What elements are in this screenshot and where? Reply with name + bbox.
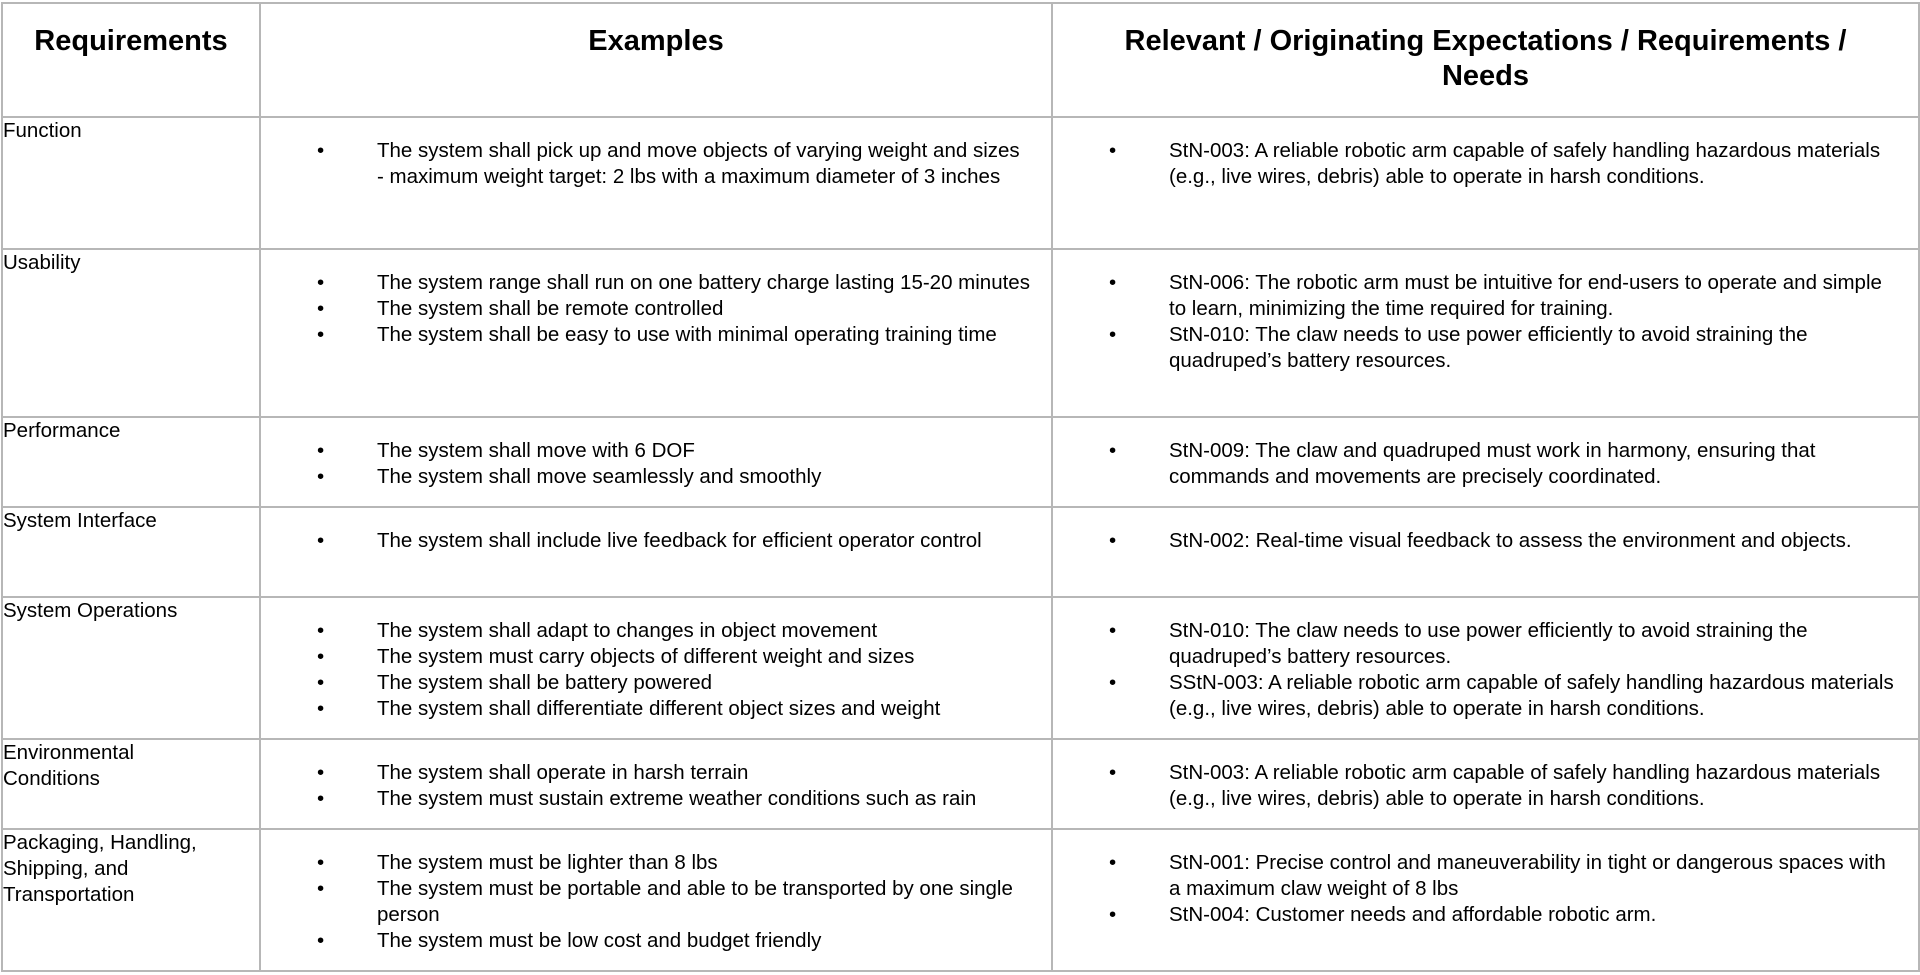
- list-item: • The system range shall run on one battery charge lasting 15-20 minutes: [261, 270, 1031, 296]
- table-row: [2, 829, 1919, 971]
- requirement-cell: Function: [2, 117, 260, 249]
- examples-cell: [260, 829, 1052, 971]
- list-item: • StN-003: A reliable robotic arm capable of safely handling hazardous materials (e.g., live wires, debris) able to operate in harsh conditions.: [1053, 760, 1898, 812]
- header-requirements: Requirements: [2, 3, 260, 117]
- list-item: • StN-003: A reliable robotic arm capable of safely handling hazardous materials (e.g., live wires, debris) able to operate in harsh conditions.: [1053, 138, 1898, 190]
- list-item: • StN-009: The claw and quadruped must work in harmony, ensuring that commands and movements are precisely coordinated.: [1053, 438, 1898, 490]
- list-item: • The system shall adapt to changes in object movement: [261, 618, 1031, 644]
- list-item: • The system must be portable and able to be transported by one single person: [261, 876, 1031, 928]
- relevant-cell: [1052, 597, 1919, 739]
- relevant-cell: [1052, 507, 1919, 597]
- relevant-cell: [1052, 117, 1919, 249]
- list-item: • StN-010: The claw needs to use power efficiently to avoid straining the quadruped’s battery resources.: [1053, 322, 1898, 374]
- header-examples: Examples: [260, 3, 1052, 117]
- list-item: • The system shall move with 6 DOF: [261, 438, 1031, 464]
- requirement-cell: Packaging, Handling, Shipping, and Transportation: [2, 829, 260, 971]
- list-item: • The system must be low cost and budget friendly: [261, 928, 1031, 954]
- table-row: [2, 117, 1919, 249]
- list-item: • The system must be lighter than 8 lbs: [261, 850, 1031, 876]
- requirement-cell: Usability: [2, 249, 260, 417]
- list-item: • The system shall move seamlessly and smoothly: [261, 464, 1031, 490]
- relevant-cell: [1052, 739, 1919, 829]
- relevant-cell: [1052, 829, 1919, 971]
- relevant-cell: [1052, 249, 1919, 417]
- list-item: • The system shall differentiate different object sizes and weight: [261, 696, 1031, 722]
- list-item: • The system shall include live feedback for efficient operator control: [261, 528, 1031, 554]
- list-item: • StN-002: Real-time visual feedback to assess the environment and objects.: [1053, 528, 1914, 554]
- examples-cell: [260, 249, 1052, 417]
- list-item: • The system shall be easy to use with minimal operating training time: [261, 322, 1031, 348]
- requirement-cell: System Interface: [2, 507, 260, 597]
- examples-cell: [260, 597, 1052, 739]
- list-item: • The system shall be remote controlled: [261, 296, 1031, 322]
- examples-cell: [260, 739, 1052, 829]
- relevant-cell: [1052, 417, 1919, 507]
- header-relevant: Relevant / Originating Expectations / Requirements / Needs: [1052, 3, 1919, 117]
- requirements-table: [1, 2, 1920, 972]
- table-row: [2, 417, 1919, 507]
- list-item: • StN-001: Precise control and maneuverability in tight or dangerous spaces with a maximum claw weight of 8 lbs: [1053, 850, 1898, 902]
- list-item: • The system shall pick up and move objects of varying weight and sizes - maximum weight target: 2 lbs with a maximum diameter of 3 inches: [261, 138, 1031, 190]
- list-item: • StN-004: Customer needs and affordable robotic arm.: [1053, 902, 1898, 928]
- table-row: [2, 597, 1919, 739]
- list-item: • The system must carry objects of different weight and sizes: [261, 644, 1031, 670]
- requirement-cell: Performance: [2, 417, 260, 507]
- list-item: • SStN-003: A reliable robotic arm capable of safely handling hazardous materials (e.g., live wires, debris) able to operate in harsh conditions.: [1053, 670, 1898, 722]
- examples-cell: [260, 507, 1052, 597]
- requirement-cell: System Operations: [2, 597, 260, 739]
- table-row: [2, 739, 1919, 829]
- list-item: • The system shall be battery powered: [261, 670, 1031, 696]
- table-header-row: [2, 3, 1919, 117]
- table-row: [2, 507, 1919, 597]
- list-item: • The system must sustain extreme weather conditions such as rain: [261, 786, 1031, 812]
- table-row: [2, 249, 1919, 417]
- examples-cell: [260, 117, 1052, 249]
- list-item: • StN-006: The robotic arm must be intuitive for end-users to operate and simple to learn, minimizing the time required for training.: [1053, 270, 1898, 322]
- list-item: • StN-010: The claw needs to use power efficiently to avoid straining the quadruped’s battery resources.: [1053, 618, 1898, 670]
- list-item: • The system shall operate in harsh terrain: [261, 760, 1031, 786]
- requirement-cell: Environmental Conditions: [2, 739, 260, 829]
- examples-cell: [260, 417, 1052, 507]
